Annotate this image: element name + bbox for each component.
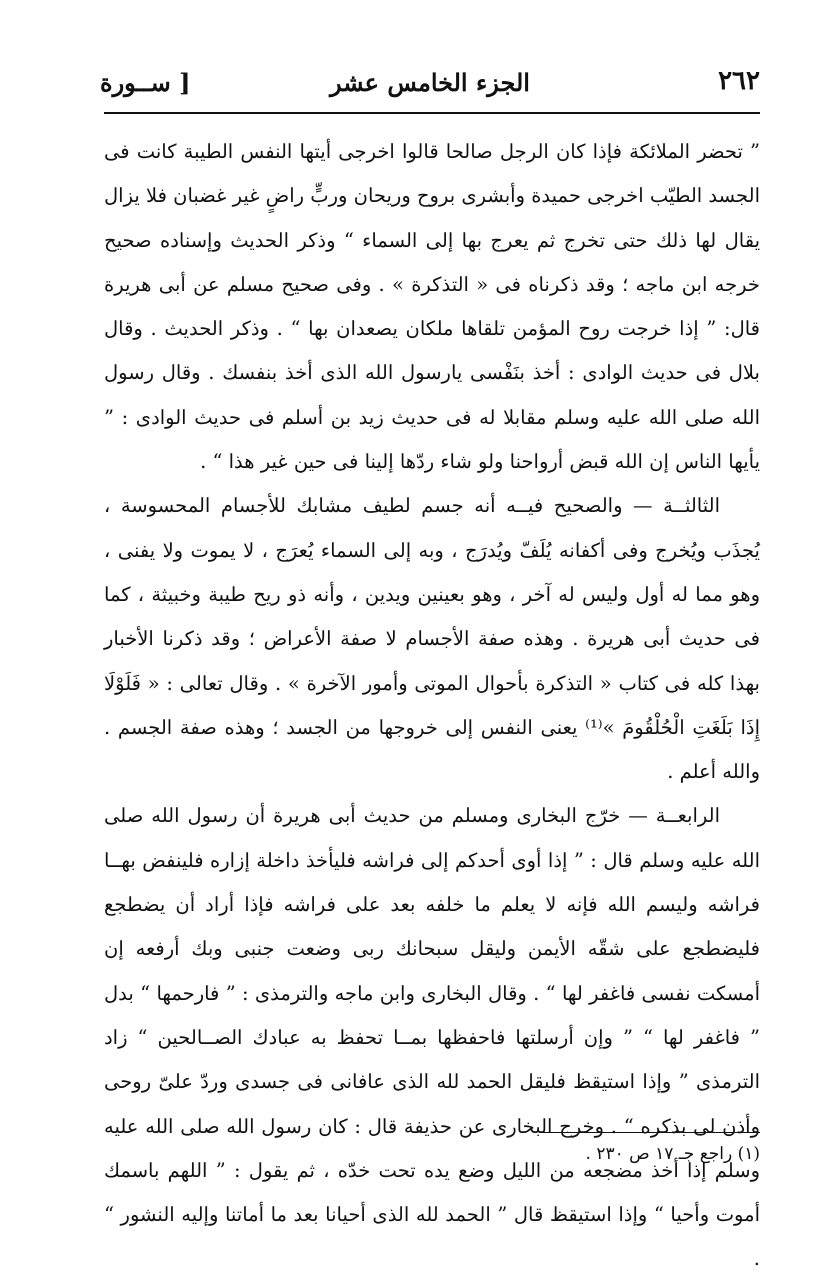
paragraph-third-issue: الثالثــة — والصحيح فيــه أنه جسم لطيف مشابك للأجسام المحسوسة ، يُجذَب ويُخرج وفى أكفانه يُلَفّ ويُدرَج ، وبه إلى السماء يُعرَج ، لا يموت ولا يفنى ، وهو مما له أول وليس له آخر ، وهو بعينين ويدين ، وأنه ذو ريح طيبة وخبيثة ، كما فى حديث أبى هريرة . وهذه صفة الأجسام لا صفة الأعراض ؛ وقد ذكرنا الأخبار بهذا كله فى كتاب « التذكرة بأحوال الموتى وأمور الآخرة » . وقال تعالى : « فَلَوْلَا إِذَا بَلَغَتِ الْحُلْقُومَ »⁽¹⁾ يعنى النفس إلى خروجها من الجسد ؛ وهذه صفة الجسم . والله أعلم . (104, 494, 760, 784)
header-divider (104, 112, 760, 114)
main-text (104, 130, 760, 1282)
page-number: ٢٦٢ (718, 66, 760, 96)
footnote-divider (540, 1132, 760, 1133)
paragraph-fourth-issue: الرابعــة — خرّج البخارى ومسلم من حديث أبى هريرة أن رسول الله صلى الله عليه وسلم قال : ” إذا أوى أحدكم إلى فراشه فليأخذ داخلة إزاره فلينفض بهــا فراشه وليسم الله فإنه لا يعلم ما خلفه بعد على فراشه فإذا أراد أن يضطجع فليضطجع على شقّه الأيمن وليقل سبحانك ربى وضعت جنبى وبك أرفعه إن أمسكت نفسى فاغفر لها “ . وقال البخارى وابن ماجه والترمذى : ” فارحمها “ بدل ” فاغفر لها “ ” وإن أرسلتها فاحفظها بمــا تحفظ به عبادك الصــالحين “ زاد الترمذى ” وإذا استيقظ فليقل الحمد لله الذى عافانى فى جسدى وردّ علىّ روحى وأذن لى بذكره “ . وخرج البخارى عن حذيفة قال : كان رسول الله صلى الله عليه وسلم إذا أخذ مضجعه من الليل وضع يده تحت خدّه ، ثم يقول : ” اللهم باسمك أموت وأحيا “ وإذا استيقظ قال ” الحمد لله الذى أحيانا بعد ما أماتنا وإليه النشور “ . (104, 804, 760, 1271)
page-header (100, 58, 760, 108)
footnote: (١) راجع جـ ١٧ ص ٢٣٠ . (585, 1144, 760, 1164)
paragraph-hadith: ” تحضر الملائكة فإذا كان الرجل صالحا قالوا اخرجى أيتها النفس الطيبة كانت فى الجسد الطيّب اخرجى حميدة وأبشرى بروح وريحان وربٍّ راضٍ غير غضبان فلا يزال يقال لها ذلك حتى تخرج ثم يعرج بها إلى السماء “ وذكر الحديث وإسناده صحيح خرجه ابن ماجه ؛ وقد ذكرناه فى « التذكرة » . وفى صحيح مسلم عن أبى هريرة قال: ” إذا خرجت روح المؤمن تلقاها ملكان يصعدان بها “ . وذكر الحديث . وقال بلال فى حديث الوادى : أخذ بنَفْسى يارسول الله الذى أخذ بنفسك . وقال رسول الله صلى الله عليه وسلم مقابلا له فى حديث زيد بن أسلم فى حديث الوادى : ” يأيها الناس إن الله قبض أرواحنا ولو شاء ردّها إلينا فى حين غير هذا “ . (104, 140, 760, 474)
surah-label: [ ســورة (100, 68, 191, 97)
running-title: الجزء الخامس عشر (330, 68, 530, 97)
